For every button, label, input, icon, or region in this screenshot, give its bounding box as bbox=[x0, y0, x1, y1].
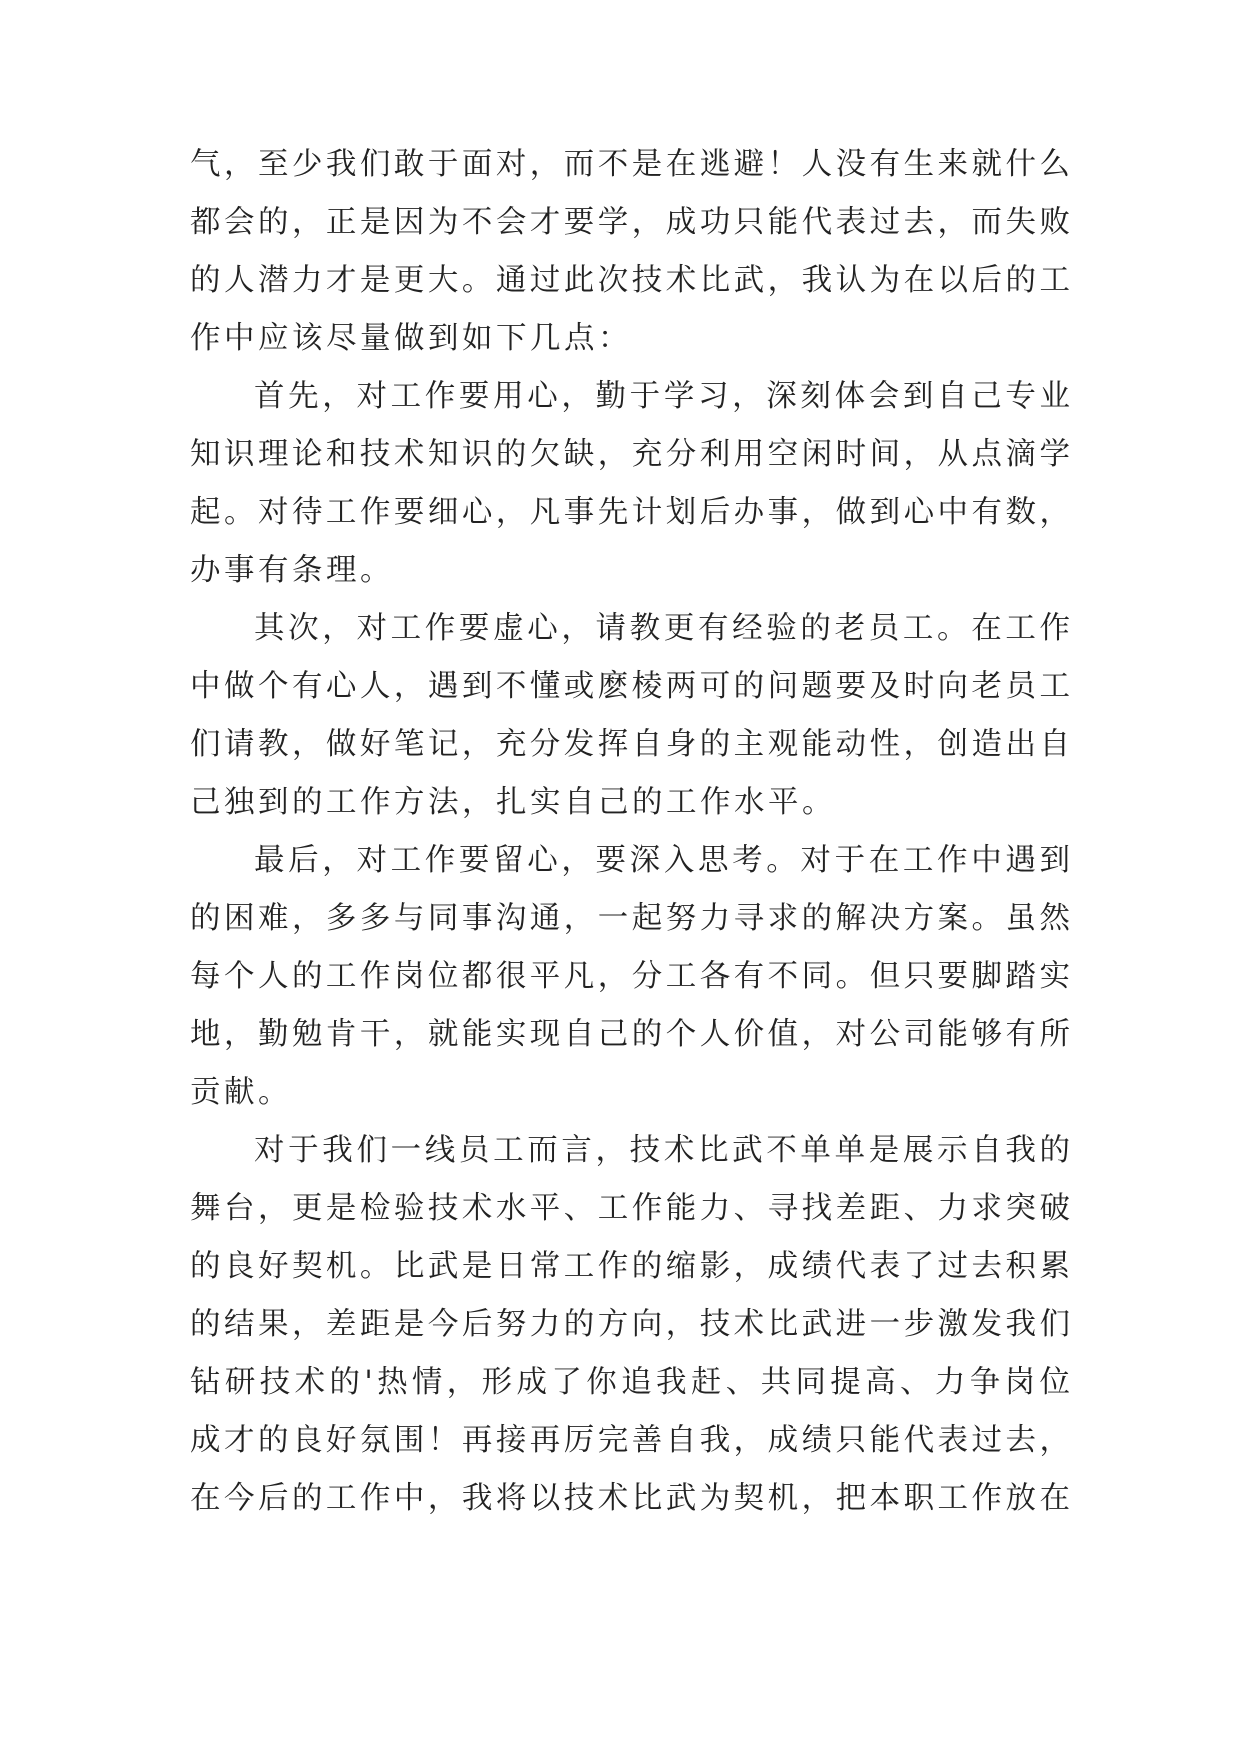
text-line: 气，至少我们敢于面对，而不是在逃避！人没有生来就什么 bbox=[190, 147, 1070, 182]
text-line: 的结果，差距是今后努力的方向，技术比武进一步激发我们 bbox=[190, 1307, 1070, 1342]
text-line: 起。对待工作要细心，凡事先计划后办事，做到心中有数， bbox=[190, 495, 1070, 530]
text-line: 己独到的工作方法，扎实自己的工作水平。 bbox=[190, 785, 836, 820]
text-line: 每个人的工作岗位都很平凡，分工各有不同。但只要脚踏实 bbox=[190, 959, 1070, 994]
text-line: 作中应该尽量做到如下几点： bbox=[190, 321, 632, 356]
text-line: 知识理论和技术知识的欠缺，充分利用空闲时间，从点滴学 bbox=[190, 437, 1070, 472]
text-line: 的人潜力才是更大。通过此次技术比武，我认为在以后的工 bbox=[190, 263, 1070, 298]
text-line: 舞台，更是检验技术水平、工作能力、寻找差距、力求突破 bbox=[190, 1191, 1070, 1226]
text-line: 贡献。 bbox=[190, 1075, 292, 1110]
text-line: 成才的良好氛围！再接再厉完善自我，成绩只能代表过去， bbox=[190, 1423, 1070, 1458]
paragraph-first-line: 首先，对工作要用心，勤于学习，深刻体会到自己专业 bbox=[254, 379, 1070, 414]
paragraph-first-line: 最后，对工作要留心，要深入思考。对于在工作中遇到 bbox=[254, 843, 1070, 878]
text-line: 们请教，做好笔记，充分发挥自身的主观能动性，创造出自 bbox=[190, 727, 1070, 762]
text-line: 办事有条理。 bbox=[190, 553, 394, 588]
paragraph-first-line: 对于我们一线员工而言，技术比武不单单是展示自我的 bbox=[254, 1133, 1070, 1168]
text-line: 在今后的工作中，我将以技术比武为契机，把本职工作放在 bbox=[190, 1481, 1070, 1516]
text-line: 都会的，正是因为不会才要学，成功只能代表过去，而失败 bbox=[190, 205, 1070, 240]
text-line: 地，勤勉肯干，就能实现自己的个人价值，对公司能够有所 bbox=[190, 1017, 1070, 1052]
text-line: 钻研技术的'热情，形成了你追我赶、共同提高、力争岗位 bbox=[190, 1365, 1070, 1400]
text-line: 中做个有心人，遇到不懂或麽棱两可的问题要及时向老员工 bbox=[190, 669, 1070, 704]
text-line: 的良好契机。比武是日常工作的缩影，成绩代表了过去积累 bbox=[190, 1249, 1070, 1284]
text-line: 的困难，多多与同事沟通，一起努力寻求的解决方案。虽然 bbox=[190, 901, 1070, 936]
paragraph-first-line: 其次，对工作要虚心，请教更有经验的老员工。在工作 bbox=[254, 611, 1070, 646]
